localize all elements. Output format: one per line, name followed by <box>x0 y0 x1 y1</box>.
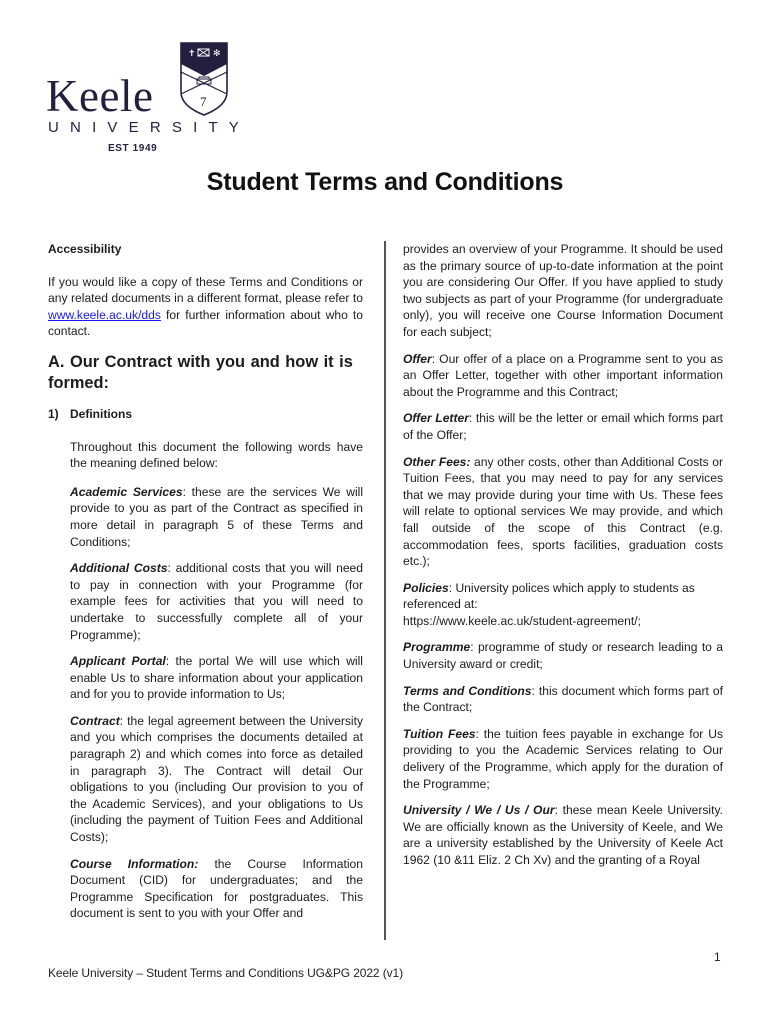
policies-url: https://www.keele.ac.uk/student-agreement/; <box>403 613 641 628</box>
accessibility-text: If you would like a copy of these Terms and Conditions or any related documents in a different format, please refer to <box>48 274 363 306</box>
definition-term: Offer Letter <box>403 411 469 426</box>
definition-text: : additional costs that you will need to pay in connection with your Programme (for example fees for activities that you will need to undertake to successfully complete all of your Programme); <box>70 561 363 642</box>
dds-link[interactable]: www.keele.ac.uk/dds <box>48 307 161 322</box>
section-a-heading: A. Our Contract with you and how it is formed: <box>48 352 353 392</box>
definition-text: : these are the services We will provide to you as part of the Contract as specified in more detail in paragraph 5 of these Terms and Conditions; <box>70 484 364 549</box>
definition-text: : programme of study or research leading to a University award or credit; <box>403 640 723 672</box>
definitions-intro: Throughout this document the following words have the meaning defined below: <box>70 439 363 471</box>
logo-wordmark: Keele <box>46 71 154 121</box>
definition-term: Course Information: <box>70 856 199 871</box>
logo-established: EST 1949 <box>108 143 158 154</box>
definition-other-fees <box>403 454 723 570</box>
left-column <box>48 241 363 932</box>
definition-text: : these mean Keele University. We are officially known as the University of Keele, and We are a university established by the University of Keele Act 1962 (10 &11 Eliz. 2 Ch Xv) and the granting of a Royal <box>403 803 723 867</box>
svg-text:✻: ✻ <box>213 49 221 59</box>
definition-offer <box>403 351 723 401</box>
column-divider <box>384 241 386 940</box>
right-column <box>403 241 723 879</box>
definition-term: Other Fees: <box>403 454 471 469</box>
definition-term: University / We / Us / Our <box>403 803 555 818</box>
logo-subtitle: UNIVERSITY <box>48 119 251 136</box>
document-title: Student Terms and Conditions <box>206 168 564 196</box>
accessibility-text-end: for further information about who to contact. <box>48 307 363 339</box>
definition-text: : the tuition fees payable in exchange for Us providing to you the Academic Services relating to Our delivery of the Programme, which apply for the duration of the Programme; <box>403 726 723 791</box>
definition-tuition-fees <box>403 726 723 792</box>
definition-term: Contract <box>70 713 120 728</box>
page-number: 1 <box>714 950 721 964</box>
definition-text: : this document which forms part of the Contract; <box>403 683 723 715</box>
definition-additional-costs <box>70 560 363 643</box>
definition-university <box>403 802 723 868</box>
definition-programme <box>403 639 723 672</box>
svg-text:✝: ✝ <box>188 49 196 59</box>
course-information-continuation: provides an overview of your Programme. It should be used as the primary source of up-to-date information at the point you are considering Our Offer. If you have applied to study two subjects as part of your Programme (for undergraduate only), you will receive one Course Information Document for each subject; <box>403 242 723 339</box>
crest-number: 7 <box>200 94 207 109</box>
definition-text: : the legal agreement between the University and you which comprises the documents detailed at paragraph 2) and which comes into force as detailed in paragraph 3). The Contract will detail Our obligations to you (including Our provision to you of the Academic Services), and your obligations to Us (including the payment of Tuition Fees and Additional Costs); <box>70 713 363 845</box>
definition-offer-letter <box>403 410 723 443</box>
definition-policies <box>403 580 723 630</box>
definitions-number: 1) <box>48 406 59 421</box>
definition-term: Academic Services <box>70 484 183 499</box>
definition-term: Tuition Fees <box>403 726 476 741</box>
definition-academic-services <box>70 484 363 550</box>
accessibility-paragraph <box>48 274 363 340</box>
definitions-heading <box>48 406 363 423</box>
definition-text: any other costs, other than Additional Costs or Tuition Fees, that you may need to pay for any services that we may provide during your time with Us. These fees will relate to optional services We may provide, and which fall outside of the scope of this Contract (e.g. accommodation fees, sports facilities, graduation costs etc.); <box>403 454 723 569</box>
definition-term: Additional Costs <box>70 561 168 576</box>
definition-text: : this will be the letter or email which forms part of the Offer; <box>403 411 724 442</box>
definition-text: the Course Information Document (CID) for undergraduates; and the Programme Specification for postgraduates. This document is sent to you with your Offer and <box>70 856 363 921</box>
definition-applicant-portal <box>70 653 363 703</box>
definition-terms-and-conditions <box>403 683 723 716</box>
definition-term: Terms and Conditions <box>403 683 532 698</box>
footer-text: Keele University – Student Terms and Conditions UG&PG 2022 (v1) <box>48 966 403 980</box>
definition-course-information <box>70 856 363 922</box>
definition-text: : the portal We will use which will enable Us to share information about your application and for you to provide information to Us; <box>70 654 363 702</box>
definition-text: : University polices which apply to students as referenced at: <box>403 580 695 612</box>
definition-contract <box>70 713 363 846</box>
definition-term: Applicant Portal <box>70 654 166 669</box>
keele-university-logo <box>44 42 251 157</box>
definition-term: Programme <box>403 640 471 655</box>
definition-text: : Our offer of a place on a Programme sent to you as an Offer Letter, together with other important information about the Programme and this Contract; <box>403 351 723 399</box>
definitions-title: Definitions <box>70 406 132 421</box>
definition-term: Policies <box>403 580 449 595</box>
accessibility-heading: Accessibility <box>48 242 122 256</box>
definition-term: Offer <box>403 351 432 366</box>
